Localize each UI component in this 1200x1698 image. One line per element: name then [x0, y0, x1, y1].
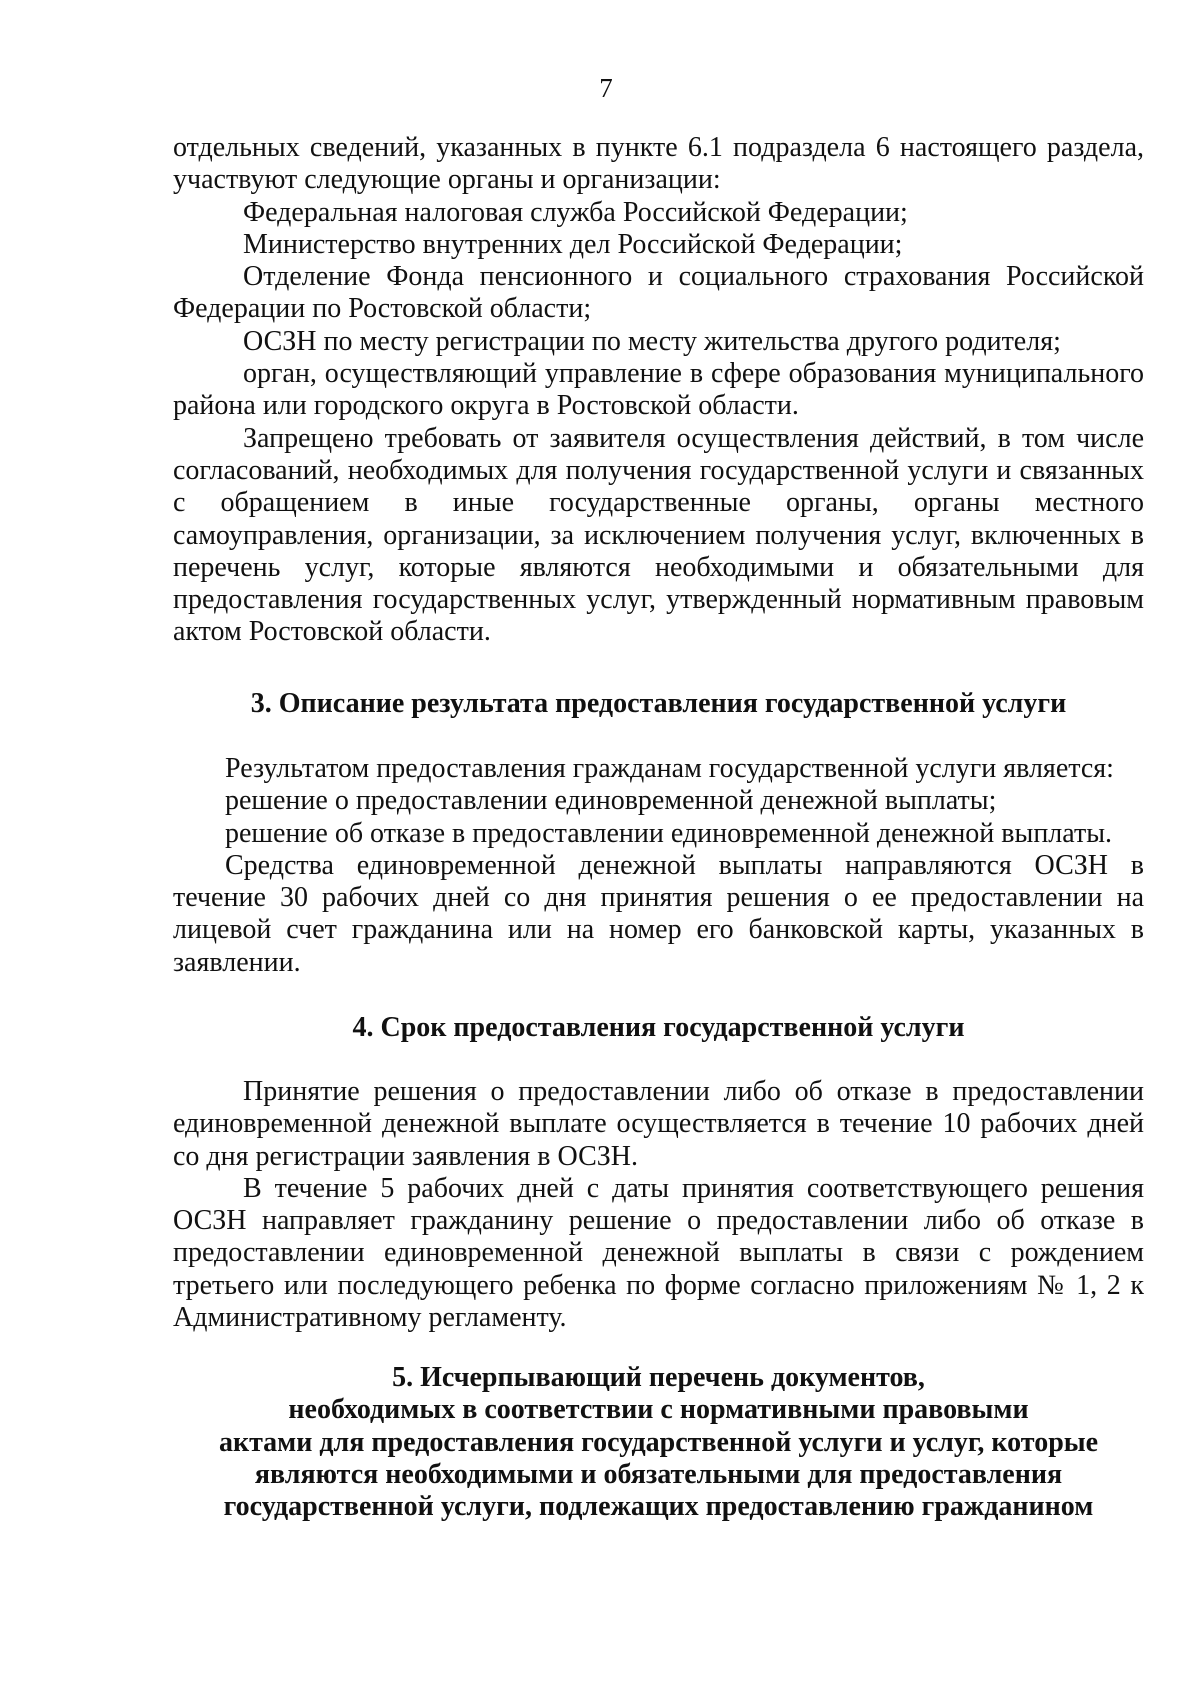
section-3-heading: 3. Описание результата предоставления государственной услуги: [250, 688, 1067, 719]
list-item-oszn: ОСЗН по месту регистрации по месту жительства другого родителя;: [243, 325, 1061, 357]
intro-block: [173, 132, 1144, 649]
section-4-body: [173, 1076, 1144, 1334]
list-item-interior-ministry: Министерство внутренних дел Российской Федерации;: [243, 228, 903, 260]
list-item-tax-service: Федеральная налоговая служба Российской Федерации;: [243, 196, 908, 228]
list-item-decision-grant: решение о предоставлении единовременной денежной выплаты;: [225, 785, 997, 817]
list-item-education-authority: орган, осуществляющий управление в сфере образования муниципального района или городского округа в Ростовской области.: [173, 358, 1144, 422]
list-item-pension-fund: Отделение Фонда пенсионного и социального страхования Российской Федерации по Ростовской области;: [173, 261, 1144, 325]
section-5-heading-line: государственной услуги, подлежащих предоставлению гражданином: [223, 1491, 1094, 1523]
list-item-decision-refusal: решение об отказе в предоставлении единовременной денежной выплаты.: [225, 817, 1113, 849]
section-5-heading-line: 5. Исчерпывающий перечень документов,: [392, 1362, 925, 1393]
section-5-heading: [173, 1362, 1144, 1523]
paragraph-notification-term: В течение 5 рабочих дней с даты принятия соответствующего решения ОСЗН направляет гражданину решение о предоставлении либо об отказе в предоставлении единовременной денежной выплаты в связи с рождением третьего или последующего ребенка по форме согласно приложениям № 1, 2 к Административному регламенту.: [173, 1172, 1144, 1334]
section-5-heading-line: необходимых в соответствии с нормативными правовыми: [288, 1394, 1029, 1426]
paragraph-funds-transfer: Средства единовременной денежной выплаты направляются ОСЗН в течение 30 рабочих дней со дня принятия решения о ее предоставлении на лицевой счет гражданина или на номер его банковской карты, указанных в заявлении.: [173, 849, 1144, 978]
section-5-heading-line: актами для предоставления государственной услуги и услуг, которые: [218, 1426, 1099, 1458]
paragraph-prohibition: Запрещено требовать от заявителя осуществления действий, в том числе согласований, необходимых для получения государственной услуги и связанных с обращением в иные государственные органы, органы местного самоуправления, организации, за исключением получения услуг, включенных в перечень услуг, которые являются необходимыми и обязательными для предоставления государственных услуг, утвержденный нормативным правовым актом Ростовской области.: [173, 422, 1144, 648]
paragraph-result-intro: Результатом предоставления гражданам государственной услуги является:: [225, 753, 1114, 784]
section-4-heading: 4. Срок предоставления государственной услуги: [352, 1012, 965, 1043]
paragraph-continuation: отдельных сведений, указанных в пункте 6.1 подраздела 6 настоящего раздела, участвуют следующие органы и организации:: [173, 132, 1144, 196]
section-3-body: [173, 753, 1144, 979]
page-number: 7: [599, 73, 613, 103]
section-5-heading-line: являются необходимыми и обязательными для предоставления: [254, 1458, 1063, 1490]
paragraph-decision-term: Принятие решения о предоставлении либо об отказе в предоставлении единовременной денежной выплате осуществляется в течение 10 рабочих дней со дня регистрации заявления в ОСЗН.: [173, 1076, 1144, 1172]
